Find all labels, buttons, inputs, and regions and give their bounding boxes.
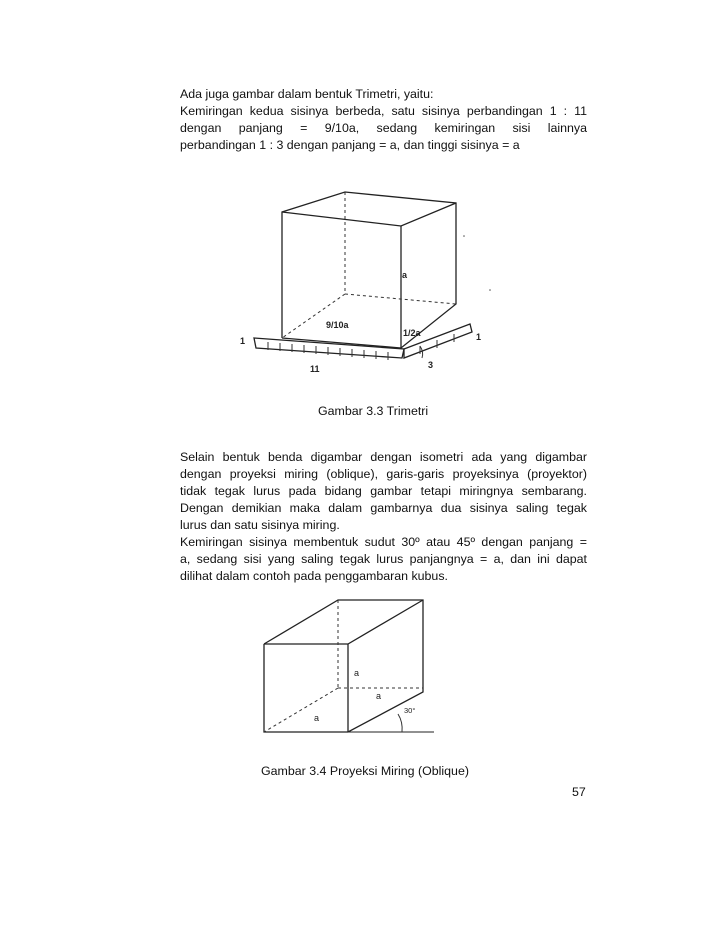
trimetric-cube-drawing (232, 178, 507, 388)
label-front-width: a (314, 713, 320, 723)
text-line: dengan panjang = 9/10a, sedang kemiringan sisi lainnya (180, 121, 587, 135)
oblique-figure (252, 592, 452, 755)
trimetric-figure (232, 178, 507, 388)
text-line: Ada juga gambar dalam bentuk Trimetri, yaitu: (180, 87, 434, 101)
left-slope-wedge (254, 338, 404, 358)
text-line: Selain bentuk benda digambar dengan isometri ada yang digambar (180, 450, 587, 464)
text-line: Dengan demikian maka dalam gambarnya dua sisinya saling tegak (180, 501, 587, 515)
scale-ticks (268, 334, 454, 360)
figure2-caption: Gambar 3.4 Proyeksi Miring (Oblique) (261, 764, 469, 778)
label-left-rise: 1 (240, 336, 246, 346)
intro-paragraph (180, 86, 587, 154)
label-right-rise: 1 (476, 332, 482, 342)
text-line: dengan proyeksi miring (oblique), garis-garis proyeksinya (proyektor) (180, 467, 587, 481)
label-angle: 30° (404, 706, 416, 715)
hidden-edges (264, 600, 423, 732)
label-side-length: 1/2a (403, 328, 421, 338)
label-front-length: 9/10a (326, 320, 349, 330)
cube-outline (264, 600, 423, 732)
label-depth: a (376, 691, 382, 701)
label-height: a (402, 270, 408, 280)
text-line: Kemiringan sisinya membentuk sudut 30º atau 45º dengan panjang = (180, 535, 587, 549)
text-line: a, sedang sisi yang saling tegak lurus panjangnya = a, dan ini dapat (180, 552, 587, 566)
figure1-caption: Gambar 3.3 Trimetri (318, 404, 429, 418)
text-line: lurus dan satu sisinya miring. (180, 518, 340, 532)
text-line: dilihat dalam contoh pada penggambaran kubus. (180, 569, 448, 583)
text-line: Kemiringan kedua sisinya berbeda, satu sisinya perbandingan 1 : 11 (180, 104, 587, 118)
oblique-paragraph (180, 449, 587, 585)
text-line: tidak tegak lurus pada bidang gambar tetapi miringnya sembarang. (180, 484, 587, 498)
cube-top-edges (264, 600, 423, 644)
page-number: 57 (572, 785, 586, 799)
label-height: a (354, 668, 360, 678)
cube-top-edges (282, 203, 456, 226)
label-left-run: 11 (310, 364, 320, 374)
label-right-run: 3 (428, 360, 434, 370)
angle-arc (398, 714, 402, 732)
oblique-cube-drawing (252, 592, 452, 755)
text-line: perbandingan 1 : 3 dengan panjang = a, dan tinggi sisinya = a (180, 138, 520, 152)
